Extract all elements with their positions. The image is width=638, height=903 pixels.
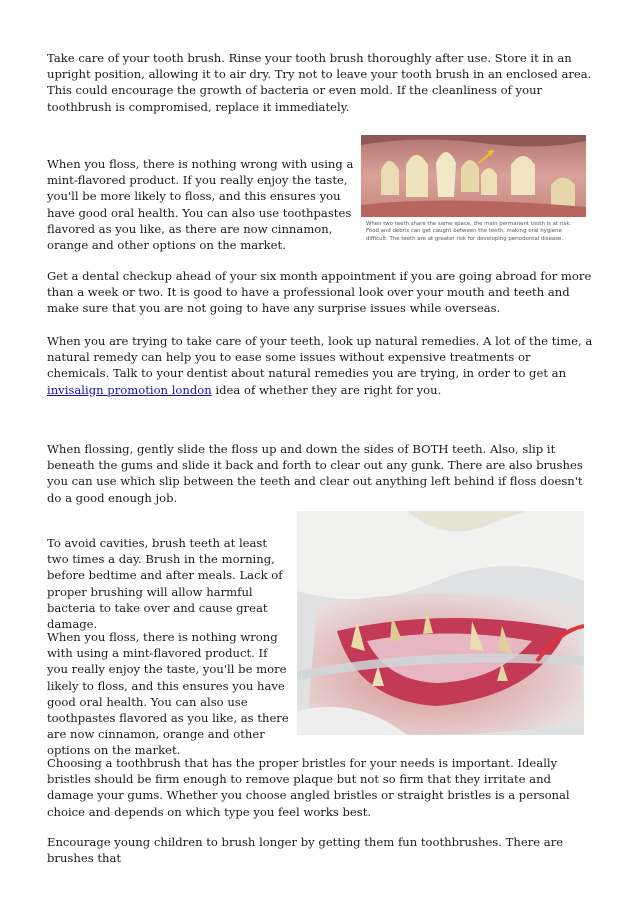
remedies-text-end: idea of whether they are right for you. (211, 382, 442, 397)
paragraph-floss-flavor: When you floss, there is nothing wrong with using a mint-flavored product. If you really enjoy the taste, you'll be more likely to floss, and this ensures you have good oral health. You can also use toothpastes flavored as you like, as there are now cinnamon, orange and other options on the market. (47, 157, 354, 253)
invisalign-promotion-link[interactable]: invisalign promotion london (47, 382, 212, 397)
paragraph-floss-flavor-repeat: When you floss, there is nothing wrong with using a mint-flavored product. If you really enjoy the taste, you'll be more likely to floss, and this ensures you have good oral health. You can also use toothpastes flavored as you like, as there are now cinnamon, orange and other options on the market. (47, 630, 289, 758)
paragraph-choose-bristles: Choosing a toothbrush that has the proper bristles for your needs is important. Ideally bristles should be firm enough to remove plaque but not so firm that they irritate and damage your gums. Whether you choose angled bristles or straight bristles is a personal choice and depends on which type you feel works best. (47, 756, 570, 819)
teeth-photo-caption: When two teeth share the same space, the main permanent tooth is at risk. Food and debris can get caught between the teeth, making oral hygiene difficult. The teeth are at greater risk for developing periodontal disease. (366, 221, 572, 242)
paragraph-children-toothbrushes: Encourage young children to brush longer by getting them fun toothbrushes. There are brushes that (47, 835, 564, 866)
paragraph-avoid-cavities: To avoid cavities, brush teeth at least two times a day. Brush in the morning, before bedtime and after meals. Lack of proper brushing will allow harmful bacteria to take over and cause great damage. (47, 536, 283, 632)
paragraph-dental-checkup: Get a dental checkup ahead of your six month appointment if you are going abroad for more than a week or two. It is good to have a professional look over your mouth and teeth and make sure that you are not going to have any surprise issues while overseas. (47, 269, 592, 316)
paragraph-toothbrush-care: Take care of your tooth brush. Rinse your tooth brush thoroughly after use. Store it in an upright position, allowing it to air dry. Try not to leave your tooth brush in an enclosed area. This could encourage the growth of bacteria or even mold. If the cleanliness of your toothbrush is compromised, replace it immediately. (47, 51, 592, 114)
remedies-text-start: When you are trying to take care of your teeth, look up natural remedies. A lot of the time, a natural remedy can help you to ease some issues without expensive treatments or chemicals. Talk to your dentist about natural remedies you are trying, in order to get an (47, 334, 593, 381)
crowded-teeth-photo (361, 135, 586, 217)
paragraph-flossing-technique: When flossing, gently slide the floss up and down the sides of BOTH teeth. Also, slip it beneath the gums and slide it back and forth to clear out any gunk. There are also brushes you can use which slip between the teeth and clear out anything left behind if floss doesn't do a good enough job. (47, 442, 583, 505)
paragraph-natural-remedies (47, 333, 595, 398)
animal-dental-photo (297, 511, 584, 735)
